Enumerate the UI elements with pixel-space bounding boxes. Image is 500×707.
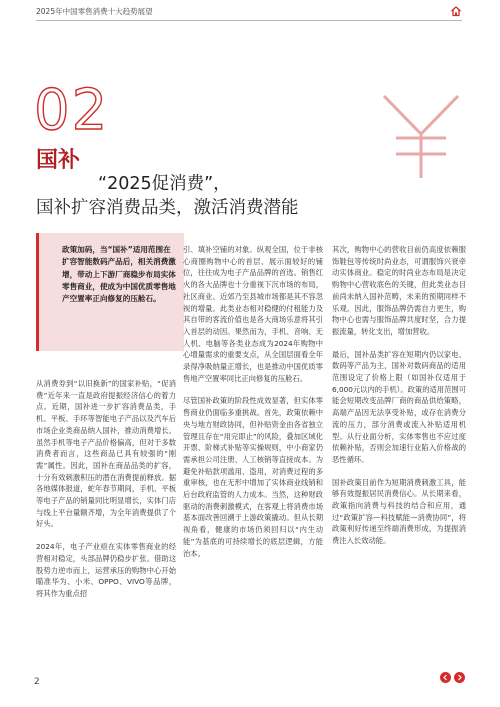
callout-accent-bar xyxy=(36,233,39,351)
body-column-3 xyxy=(332,244,466,558)
paragraph: 从消费券到“以旧换新”的国家补贴，“促消费”近年来一直是政府提振经济信心的着力点。近期，国补进一步扩容消费品类，手机、平板、手环等智能电子产品以及汽车后市场企业类商品纳入国补，推动消费增长。虽然手机等电子产品价格偏高，但对于多数消费者而言，这些商品已具有较强的“刚需”属性。因此，国补在商品品类的扩容，十分有效刺激积压的潜在消费提前释放。据各地媒体报道，蛇年春节期间，手机、平板等电子产品的销量同比明显增长，实体门店与线上平台量额齐增，为全年消费提供了个好头。 xyxy=(36,379,176,529)
section-number: 02 xyxy=(34,78,110,143)
paragraph: 引、填补空铺的对象。纵观全国，位于非核心商圈购物中心的首层、展示面较好的铺位，往往成为电子产品品牌的首选。销售红火的各大品牌也十分重视下沉市场的布局，社区商业、近郊乃至县城市场都是其不容忽视的增量。此类业态相对稳健的付租能力及其自带的客流价值也是各大商场乐意将其引入首层的动因。果然而为，手机、音响、无人机、电脑等各类业态成为2024年购物中心增量需求的重要支点，从全国层面看全年录得净吸纳量正增长，也是推动中国优质零售地产空置率同比正向修复的压舱石。 xyxy=(183,245,323,383)
chevron-left-icon xyxy=(442,674,449,681)
prev-page-button[interactable] xyxy=(440,672,451,683)
next-page-button[interactable] xyxy=(454,672,465,683)
paragraph: 国补政策目前作为短期消费刺激工具，能够有效提振居民消费信心。从长期来看，政策指向消费与科技的结合和应用，通过“政策扩容—科技赋能—消费协同”，将政策利好传递至终端消费形成，为提振消费注入长效动能。 xyxy=(332,477,466,546)
headline-line-1: “2025促消费”， xyxy=(98,174,231,194)
page-header xyxy=(0,0,500,22)
callout-text: 政策加码，当“国补”适用范围在扩容智能数码产品后，相关消费激增，带动上下游厂商稳步布局实体零售商业，使成为中国优质零售地产空置率正向修复的压舱石。 xyxy=(62,245,176,304)
header-divider xyxy=(36,20,462,21)
yuan-icon xyxy=(376,92,466,178)
body-column-2 xyxy=(183,244,323,570)
report-title: 2025年中国零售消费十大趋势展望 xyxy=(36,7,153,16)
headline xyxy=(36,172,299,220)
page-number: 2 xyxy=(34,677,40,687)
chevron-right-icon xyxy=(456,674,463,681)
paragraph: 最后，国补品类扩容在短期内仍以家电、数码等产品为主，国补对数码商品的适用范围设定了价格上限（如国补仅适用于6,000元以内的手机）。政策的适用范围可能会短期改变品牌厂商的商品供给策略，高端产品因无法享受补贴，或存在消费分流的压力，部分消费或流入补贴适用机型。从行业面分析，实体零售也不应过度依赖补贴，否则会加速行业陷入价格战的恶性循环。 xyxy=(332,349,466,464)
headline-line-2: 国补扩容消费品类，激活消费潜能 xyxy=(36,198,299,218)
paragraph: 2024年，电子产业亟在实体零售商业的经营相对稳定，头部品牌仍稳步扩张。借助这股势力逆市而上，运营承压的购物中心开始瞄准华为、小米、OPPO、VIVO等品牌，将其作为重点招 xyxy=(36,542,176,598)
paragraph: 尽管国补政策的阶段性成效显著，但实体零售商业仍面临多重挑战。首先，政策依赖中央与地方财政协同，但补贴资金由各省独立管理且存在“用完即止”的风险，叠加区域化开票、阶梯式补贴等实操规则，中小商家仍需承担公司注册、人工核销等直接成本。为避免补贴款项滥用、盗用，对消费过程的多重审核，也在无形中增加了实体商业线销和后台政府监管的人力成本。当然，这种财政驱动的消费刺激模式，在客观上将消费市场基本面改善回溯于上游政策撬动。但从长期视角看，健康的市场仍须回归以“内生动能”为基底的可持续增长的底层逻辑，方能治本。 xyxy=(183,396,323,558)
home-icon[interactable] xyxy=(450,5,462,17)
section-heading: 国补 xyxy=(36,148,81,173)
paragraph: 其次，购物中心的营收目前仍高度依赖服饰鞋包等传统时尚业态，可谓服饰兴衰牵动实体商业。稳定的时尚业态布局是决定购物中心营收底色的关键，但此类业态目前尚未纳入国补范畴，未来的预期同样不乐观。因此，服饰品牌仍需自力更生，购物中心也需与服饰品牌共度时坚，合力提振流量，转化支出，增加营收。 xyxy=(332,245,466,336)
body-column-1 xyxy=(36,378,176,611)
